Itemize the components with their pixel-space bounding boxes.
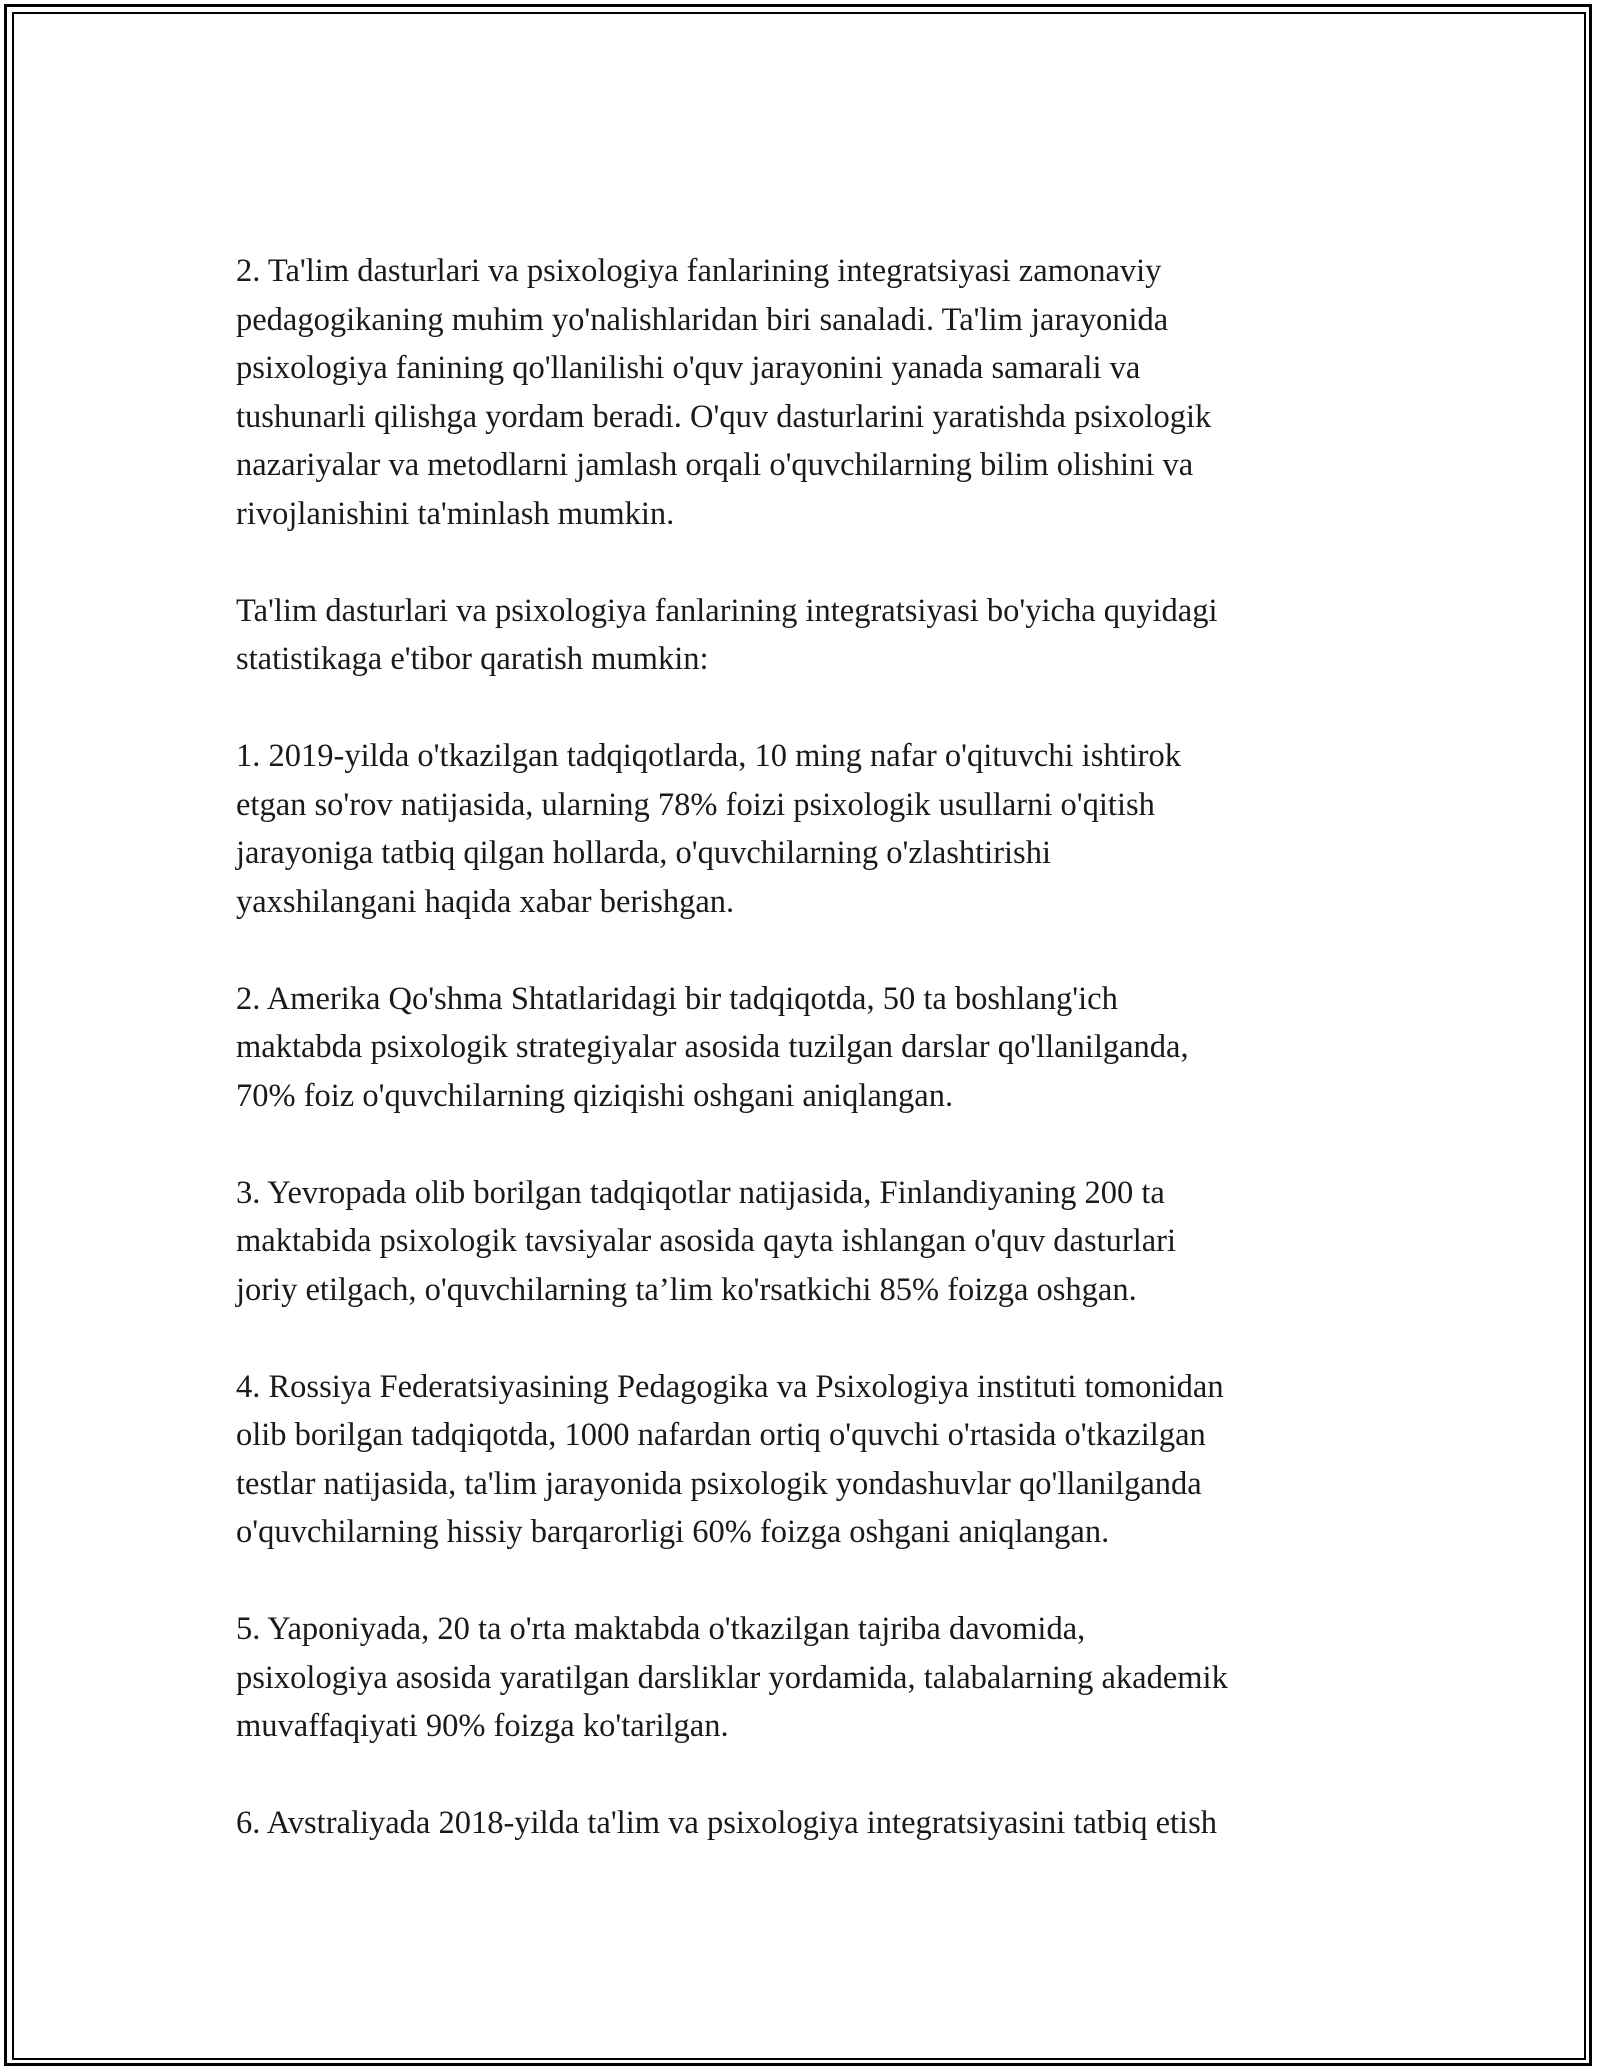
paragraph-statistics-lead: Ta'lim dasturlari va psixologiya fanlarining integratsiyasi bo'yicha quyidagi statistikaga e'tibor qaratish mumkin: — [236, 592, 1218, 677]
list-item-2: 2. Amerika Qo'shma Shtatlaridagi bir tadqiqotda, 50 ta boshlang'ich maktabda psixologik strategiyalar asosida tuzilgan darslar qo'llanilganda, 70% foiz o'quvchilarning qiziqishi oshgani aniqlangan. — [236, 980, 1189, 1114]
list-item-4: 4. Rossiya Federatsiyasining Pedagogika va Psixologiya instituti tomonidan olib borilgan tadqiqotda, 1000 nafardan ortiq o'quvchi o'rtasida o'tkazilgan testlar natijasida, ta'lim jarayonida psixologik yondashuvlar qo'llanilganda o'quvchilarning hissiy barqarorligi 60% foizga oshgani aniqlangan. — [236, 1368, 1224, 1550]
paragraph-intro: 2. Ta'lim dasturlari va psixologiya fanlarining integratsiyasi zamonaviy pedagogikaning muhim yo'nalishlaridan biri sanaladi. Ta'lim jarayonida psixologiya fanining qo'llanilishi o'quv jarayonini yanada samarali va tushunarli qilishga yordam beradi. O'quv dasturlarini yaratishda psixologik nazariyalar va metodlarni jamlash orqali o'quvchilarning bilim olishini va rivojlanishini ta'minlash mumkin. — [236, 253, 1212, 532]
document-body — [236, 247, 1366, 1848]
list-item-1: 1. 2019-yilda o'tkazilgan tadqiqotlarda, 10 ming nafar o'qituvchi ishtirok etgan so'rov natijasida, ularning 78% foizi psixologik usullarni o'qitish jarayoniga tatbiq qilgan hollarda, o'quvchilarning o'zlashtirishi yaxshilangani haqida xabar berishgan. — [236, 738, 1181, 920]
list-item-3: 3. Yevropada olib borilgan tadqiqotlar natijasida, Finlandiyaning 200 ta maktabida psixologik tavsiyalar asosida qayta ishlangan o'quv dasturlari joriy etilgach, o'quvchilarning ta’lim ko'rsatkichi 85% foizga oshgan. — [236, 1174, 1177, 1308]
list-item-6: 6. Avstraliyada 2018-yilda ta'lim va psixologiya integratsiyasini tatbiq etish — [236, 1805, 1217, 1841]
list-item-5: 5. Yaponiyada, 20 ta o'rta maktabda o'tkazilgan tajriba davomida, psixologiya asosida yaratilgan darsliklar yordamida, talabalarning akademik muvaffaqiyati 90% foizga ko'tarilgan. — [236, 1611, 1228, 1744]
